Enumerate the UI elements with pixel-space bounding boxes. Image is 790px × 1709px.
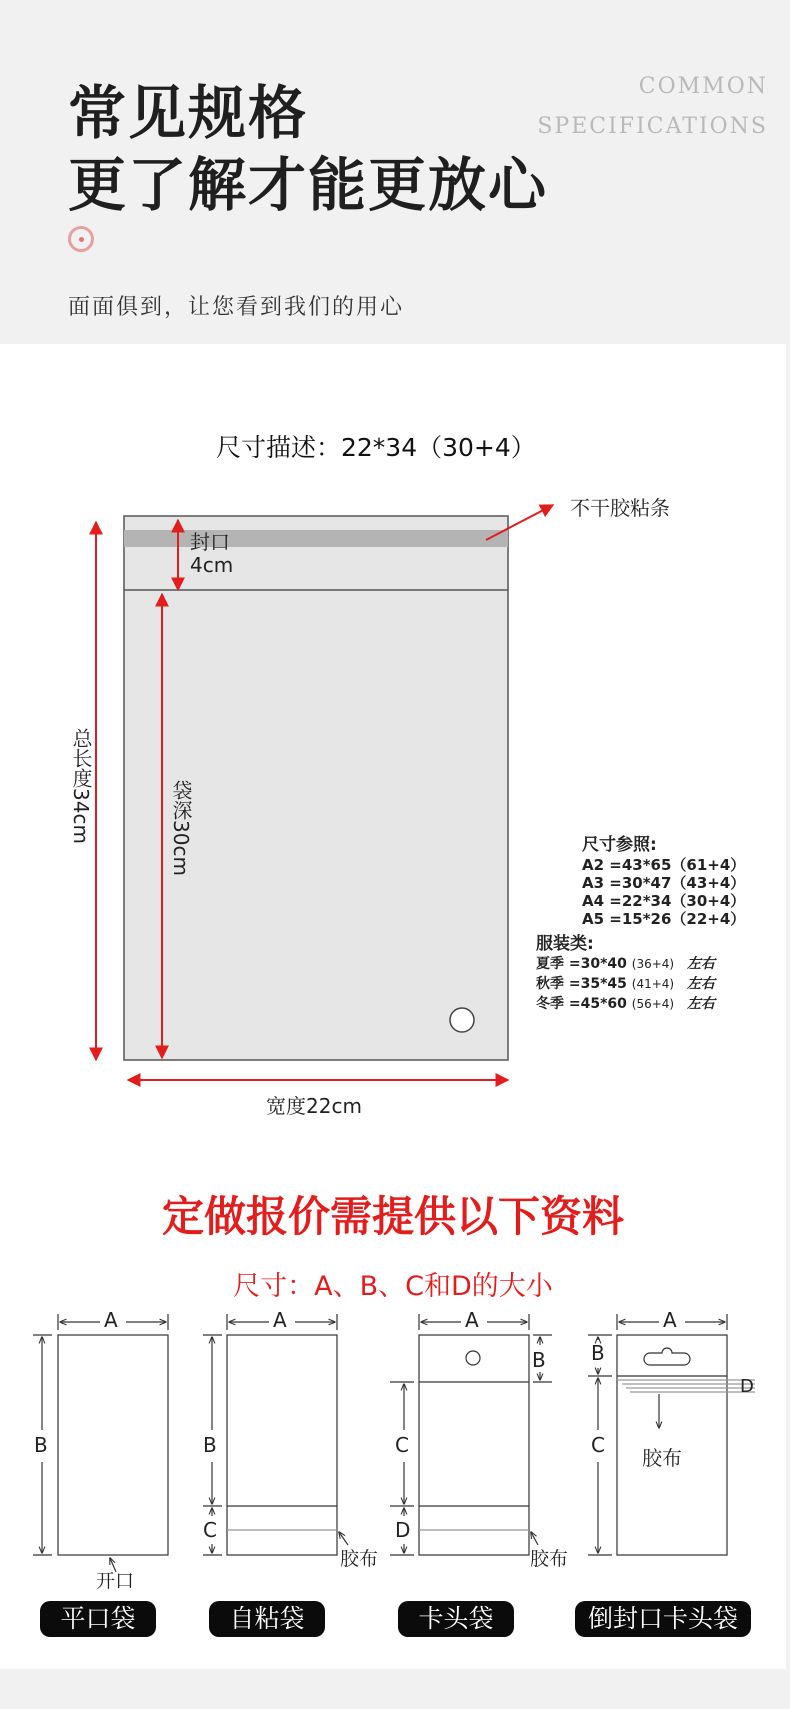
custom-size-line: 尺寸：A、B、C和D的大小 xyxy=(233,1271,553,1302)
header-subtitle: 面面俱到，让您看到我们的用心 xyxy=(68,295,405,320)
opening-label: 开口 xyxy=(96,1570,135,1592)
tape-label: 胶布 xyxy=(530,1548,569,1570)
dim-letter-c: C xyxy=(591,1433,605,1457)
size-description: 尺寸描述：22*34（30+4） xyxy=(216,433,536,462)
bag-type-flat: 平口袋 xyxy=(40,1601,156,1637)
strip-label: 不干胶粘条 xyxy=(570,496,670,520)
reference-item: A2 =43*65（61+4） xyxy=(582,856,746,874)
clothing-item: 秋季 =35*45 (41+4) 左右 xyxy=(536,976,715,992)
dim-letter-a: A xyxy=(273,1308,287,1332)
bag-type-reverse-seal-header: 倒封口卡头袋 xyxy=(575,1601,751,1637)
bag-type-self-adhesive: 自粘袋 xyxy=(209,1601,325,1637)
tape-label: 胶布 xyxy=(642,1446,682,1470)
reference-title: 尺寸参照: xyxy=(582,835,657,855)
dim-letter-b: B xyxy=(532,1348,546,1372)
dim-letter-a: A xyxy=(465,1308,479,1332)
custom-heading: 定做报价需提供以下资料 xyxy=(161,1192,624,1241)
reference-list xyxy=(582,856,745,928)
english-title-line-1: COMMON xyxy=(638,74,768,99)
bag-type-header-card: 卡头袋 xyxy=(398,1601,514,1637)
hang-hole-icon xyxy=(450,1008,474,1032)
reference-item: A5 =15*26（22+4） xyxy=(582,910,746,928)
clothing-title: 服装类: xyxy=(536,934,594,954)
dim-letter-b: B xyxy=(34,1433,48,1457)
tape-label: 胶布 xyxy=(340,1548,379,1570)
english-title-line-2: SPECIFICATIONS xyxy=(537,114,768,139)
dim-letter-a: A xyxy=(663,1308,677,1332)
clothing-item: 夏季 =30*40 (36+4) 左右 xyxy=(536,956,715,972)
clothing-item: 冬季 =45*60 (56+4) 左右 xyxy=(536,996,715,1012)
dim-letter-c: C xyxy=(203,1518,217,1542)
reference-item: A4 =22*34（30+4） xyxy=(582,892,746,910)
dim-letter-b: B xyxy=(591,1341,605,1365)
dim-letter-d: D xyxy=(395,1518,411,1542)
seal-size: 4cm xyxy=(190,553,234,577)
dim-letter-b: B xyxy=(203,1433,217,1457)
total-length-label: 总长度34cm xyxy=(69,728,93,844)
seal-label: 封口 xyxy=(190,530,230,554)
clothing-list xyxy=(536,954,715,1014)
dim-letter-c: C xyxy=(395,1433,409,1457)
title-line-2: 更了解才能更放心 xyxy=(68,151,549,219)
title-line-1: 常见规格 xyxy=(68,79,309,147)
dim-letter-d: D xyxy=(740,1376,754,1397)
bag-depth-label: 袋深30cm xyxy=(169,780,193,876)
reference-item: A3 =30*47（43+4） xyxy=(582,874,746,892)
width-label: 宽度22cm xyxy=(266,1094,362,1118)
dim-letter-a: A xyxy=(104,1308,118,1332)
adhesive-strip xyxy=(124,530,508,547)
